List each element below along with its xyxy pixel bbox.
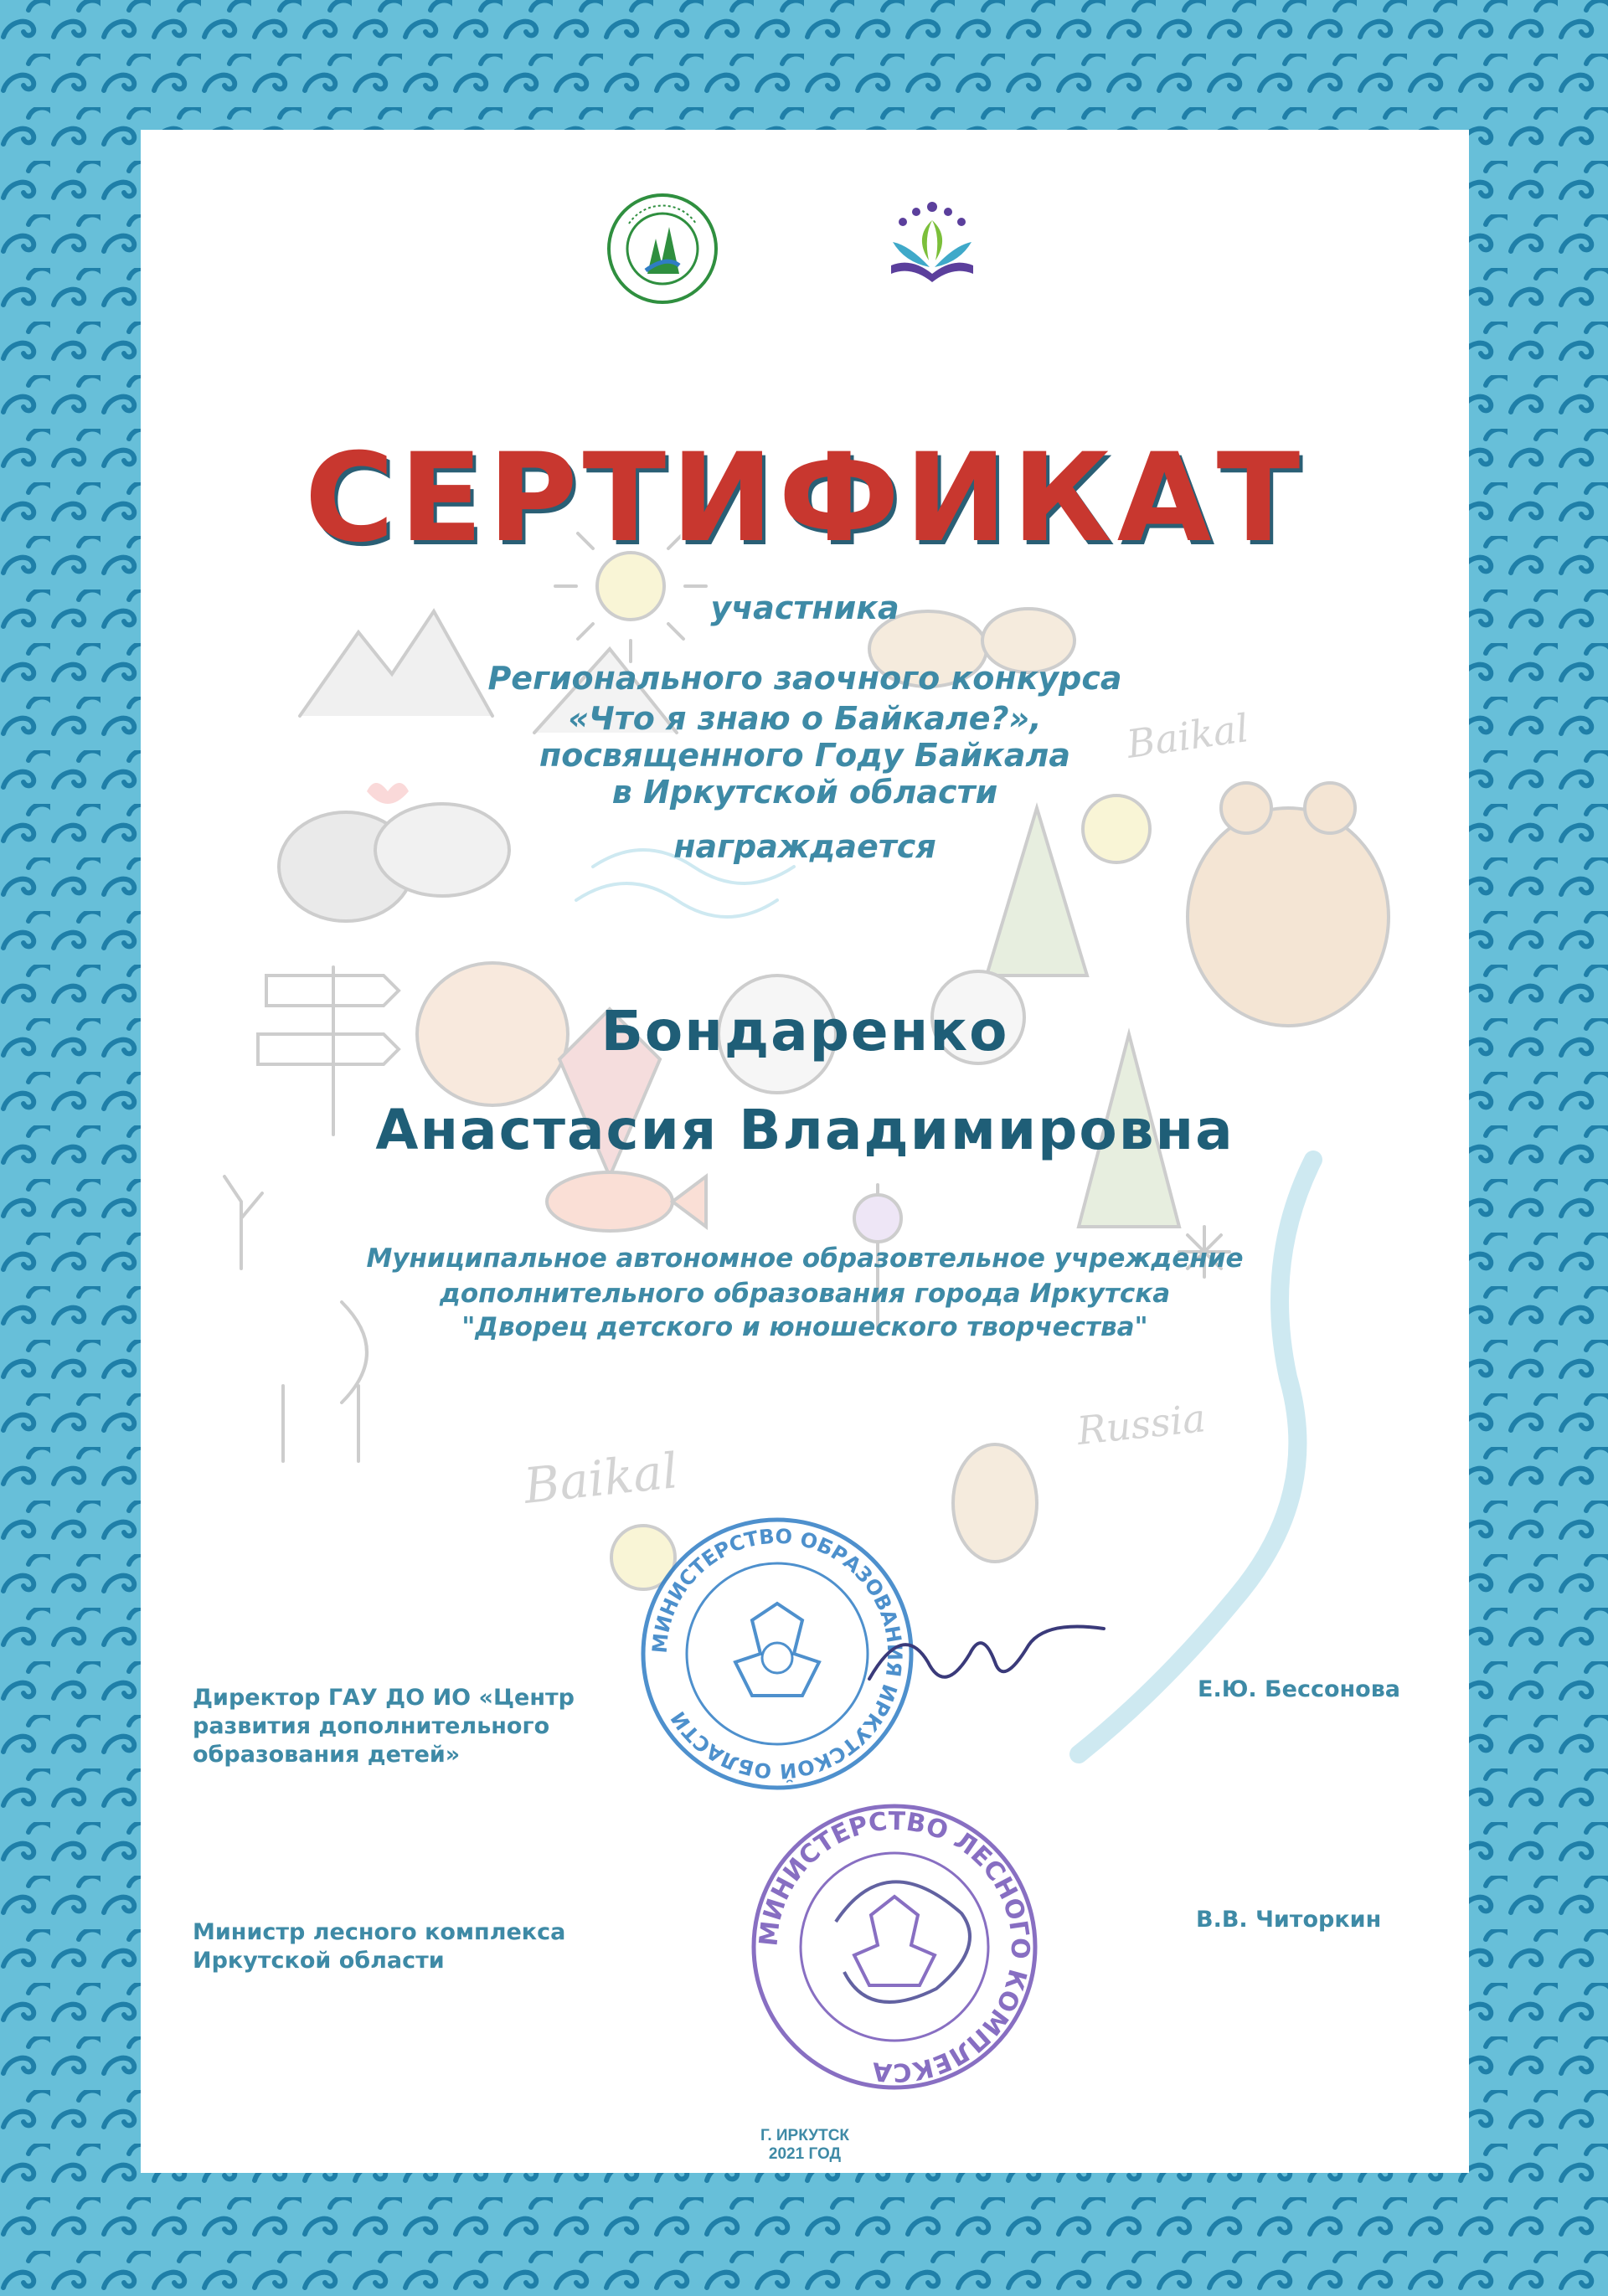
recipient-given-name: Анастасия Владимировна [375, 1098, 1234, 1162]
organization-line-2: дополнительного образования города Иркутска [439, 1279, 1171, 1309]
recipient-surname: Бондаренко [600, 999, 1009, 1063]
organization-line-1: Муниципальное автономное образовтельное учреждение [366, 1243, 1244, 1274]
russia-word: Russia [1075, 1395, 1208, 1454]
contest-line-4: в Иркутской области [611, 774, 998, 811]
footer-city: Г. ИРКУТСК [760, 2127, 850, 2144]
director-name: Е.Ю. Бессонова [1198, 1676, 1401, 1702]
purple-stamp-text: МИНИСТЕРСТВО ЛЕСНОГО КОМПЛЕКСА [754, 1806, 1035, 2088]
forest-complex-logo [604, 190, 721, 307]
director-position-line-1: Директор ГАУ ДО ИО «Центр [193, 1685, 575, 1711]
minister-position-line-1: Министр лесного комплекса [193, 1919, 566, 1945]
director-signature [861, 1612, 1112, 1704]
footer-year: 2021 ГОД [768, 2145, 842, 2163]
participant-label: участника [710, 589, 899, 626]
minister-position-line-2: Иркутской области [193, 1948, 445, 1974]
organization-line-3: "Дворец детского и юношеского творчества" [461, 1312, 1148, 1342]
contest-line-1: Регионального заочного конкурса [487, 660, 1122, 697]
director-position-line-2: развития дополнительного [193, 1713, 550, 1739]
contest-line-3: посвященного Году Байкала [539, 737, 1071, 774]
awarded-label: награждается [673, 828, 936, 865]
certificate-title: СЕРТИФИКАТ [304, 427, 1306, 569]
baikal-word-bottom: Baikal [521, 1442, 681, 1515]
education-logo [876, 195, 988, 287]
baikal-word-top: Baikal [1124, 705, 1252, 767]
blue-stamp-text: МИНИСТЕРСТВО ОБРАЗОВАНИЯ ИРКУТСКОЙ ОБЛАСТИ [647, 1524, 907, 1784]
contest-line-2: «Что я знаю о Байкале?», [568, 700, 1042, 737]
certificate-sheet [141, 130, 1469, 2173]
director-position-line-3: образования детей» [193, 1742, 461, 1768]
minister-name: В.В. Читоркин [1196, 1907, 1382, 1933]
forest-ministry-stamp [744, 1796, 1045, 2098]
